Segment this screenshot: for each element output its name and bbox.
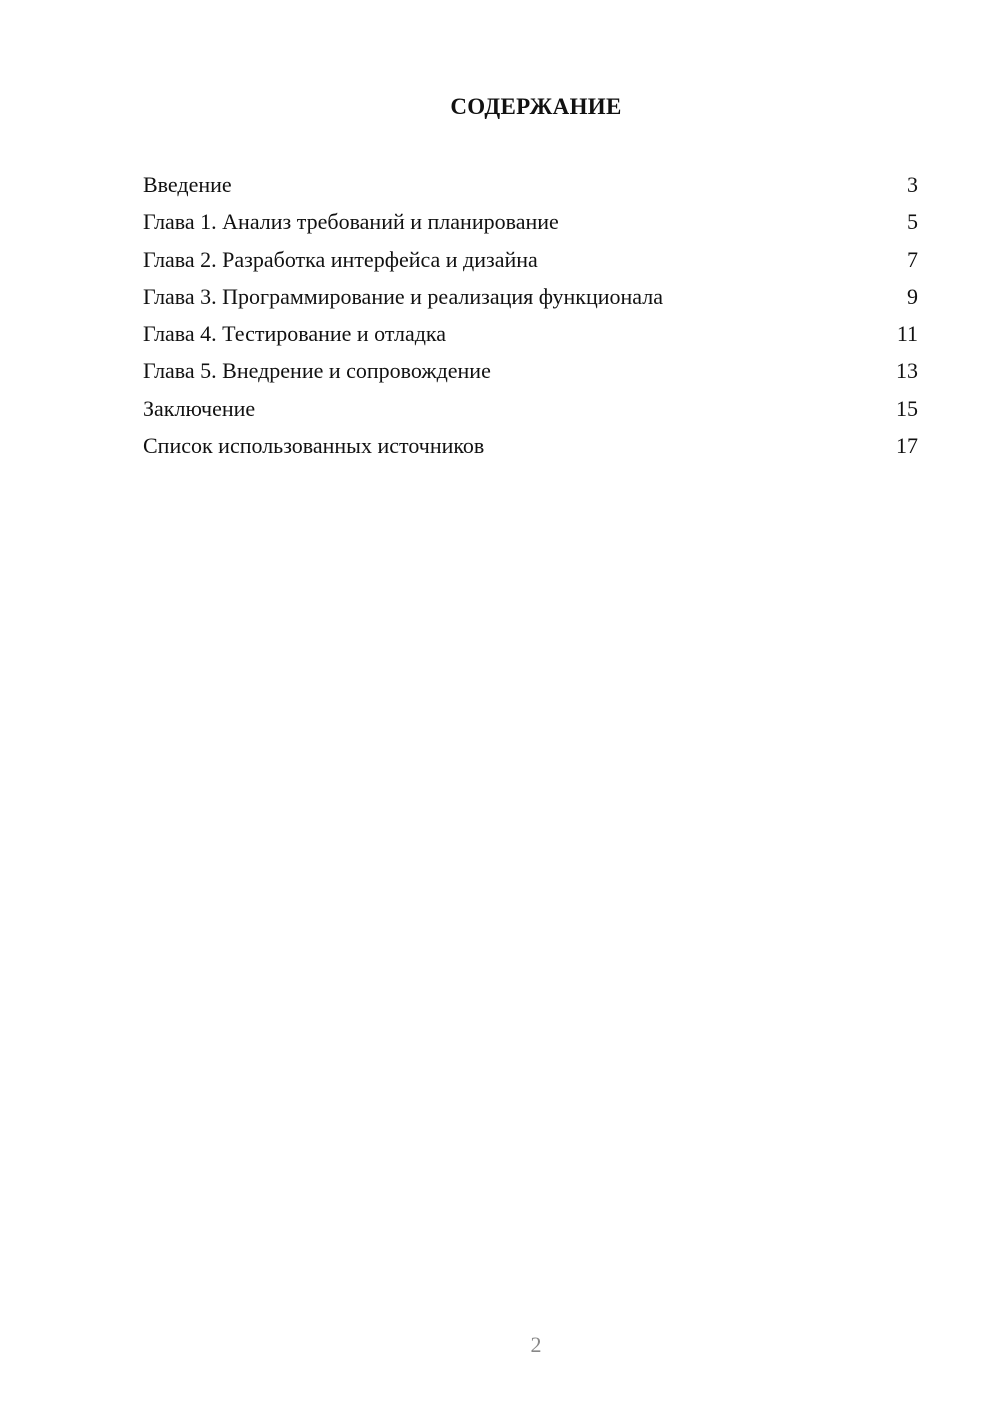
toc-item — [143, 315, 918, 352]
toc-item-label: Глава 1. Анализ требований и планирование — [143, 209, 559, 235]
toc-item-label: Глава 4. Тестирование и отладка — [143, 321, 447, 347]
toc-item-label: Глава 3. Программирование и реализация функционала — [143, 283, 663, 309]
toc-item — [143, 203, 918, 240]
toc-item-page: 13 — [896, 358, 918, 384]
toc-item — [143, 278, 918, 315]
toc-item — [143, 390, 918, 427]
toc-item-label: Глава 2. Разработка интерфейса и дизайна — [143, 246, 538, 272]
toc-item-page: 11 — [896, 321, 918, 347]
toc-item-page: 3 — [907, 172, 918, 197]
toc-item-page: 9 — [907, 283, 918, 309]
page-number: 2 — [530, 1332, 542, 1357]
toc-item-label: Глава 5. Внедрение и сопровождение — [143, 358, 491, 384]
toc-item-page: 17 — [896, 433, 918, 459]
toc-item-label: Список использованных источников — [143, 433, 485, 459]
toc-item — [143, 352, 918, 389]
toc-item-page: 7 — [907, 246, 918, 272]
toc-list — [143, 166, 918, 464]
toc-item — [143, 166, 918, 203]
toc-item-label: Введение — [143, 172, 232, 197]
toc-item-page: 5 — [907, 209, 918, 235]
toc-item — [143, 241, 918, 278]
toc-item-page: 15 — [896, 395, 918, 421]
toc-title: СОДЕРЖАНИЕ — [450, 94, 622, 119]
toc-item-label: Заключение — [143, 395, 256, 421]
toc-item — [143, 427, 918, 464]
